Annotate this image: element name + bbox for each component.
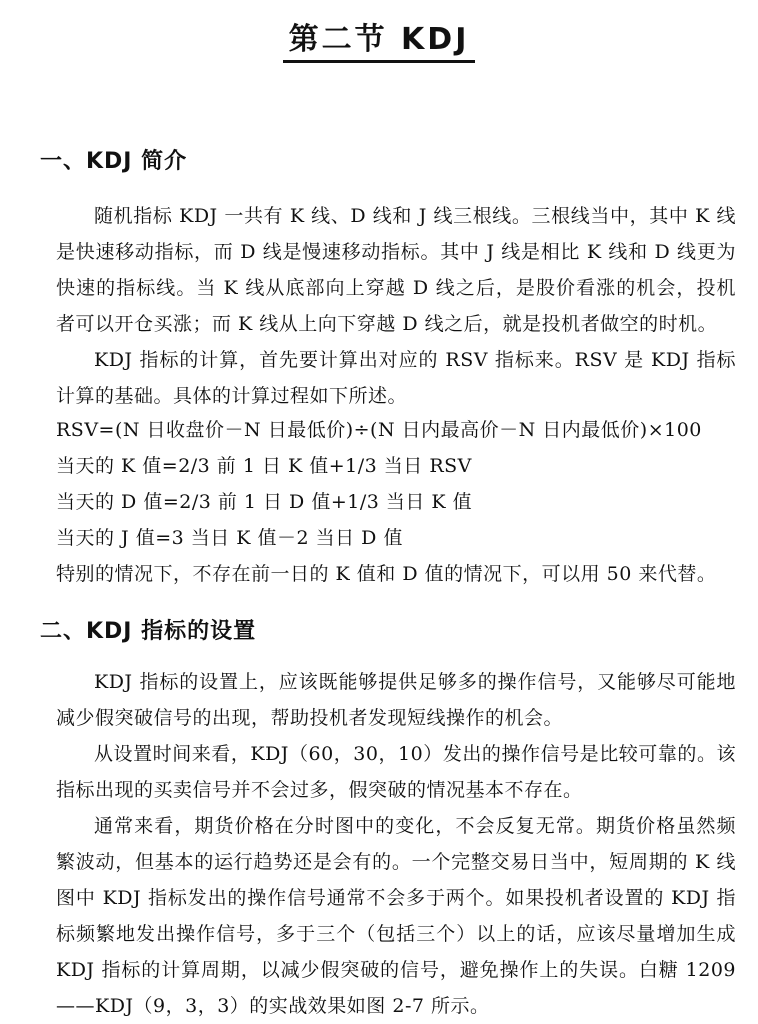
section-heading-intro: 一、KDJ 简介: [40, 149, 188, 174]
page-title: [0, 14, 758, 63]
formula-rsv: RSV=(N 日收盘价－N 日最低价)÷(N 日内最高价－N 日内最低价)×100: [56, 419, 702, 441]
paragraph-intro: 随机指标 KDJ 一共有 K 线、D 线和 J 线三根线。三根线当中，其中 K 线是快速移动指标，而 D 线是慢速移动指标。其中 J 线是相比 K 线和 D 线更为快速的指标线。当 K 线从底部向上穿越 D 线之后，是股价看涨的机会，投机者可以开仓买涨；而 K 线从上向下穿越 D 线之后，就是投机者做空的时机。: [56, 205, 736, 335]
paragraph-parameters: 从设置时间来看，KDJ（60，30，10）发出的操作信号是比较可靠的。该指标出现的买卖信号并不会过多，假突破的情况基本不存在。: [56, 743, 736, 801]
paragraph-settings: KDJ 指标的设置上，应该既能够提供足够多的操作信号，又能够尽可能地减少假突破信号的出现，帮助投机者发现短线操作的机会。: [56, 671, 736, 729]
paragraph-calculation: KDJ 指标的计算，首先要计算出对应的 RSV 指标来。RSV 是 KDJ 指标计算的基础。具体的计算过程如下所述。: [56, 349, 736, 407]
page-title-text: 第二节 KDJ: [283, 14, 476, 63]
formula-k: 当天的 K 值=2/3 前 1 日 K 值+1/3 当日 RSV: [56, 455, 472, 477]
formula-d: 当天的 D 值=2/3 前 1 日 D 值+1/3 当日 K 值: [56, 491, 473, 513]
section-heading-settings: 二、KDJ 指标的设置: [40, 619, 257, 644]
paragraph-intraday: 通常来看，期货价格在分时图中的变化，不会反复无常。期货价格虽然频繁波动，但基本的运行趋势还是会有的。一个完整交易日当中，短周期的 K 线图中 KDJ 指标发出的操作信号通常不会多于两个。如果投机者设置的 KDJ 指标频繁地发出操作信号，多于三个（包括三个）以上的话，应该尽量增加生成 KDJ 指标的计算周期，以减少假突破的信号，避免操作上的失误。白糖 1209——KDJ（9，3，3）的实战效果如图 2-7 所示。: [56, 815, 736, 1017]
special-case-note: 特别的情况下，不存在前一日的 K 值和 D 值的情况下，可以用 50 来代替。: [56, 563, 717, 585]
formula-j: 当天的 J 值=3 当日 K 值－2 当日 D 值: [56, 527, 403, 549]
